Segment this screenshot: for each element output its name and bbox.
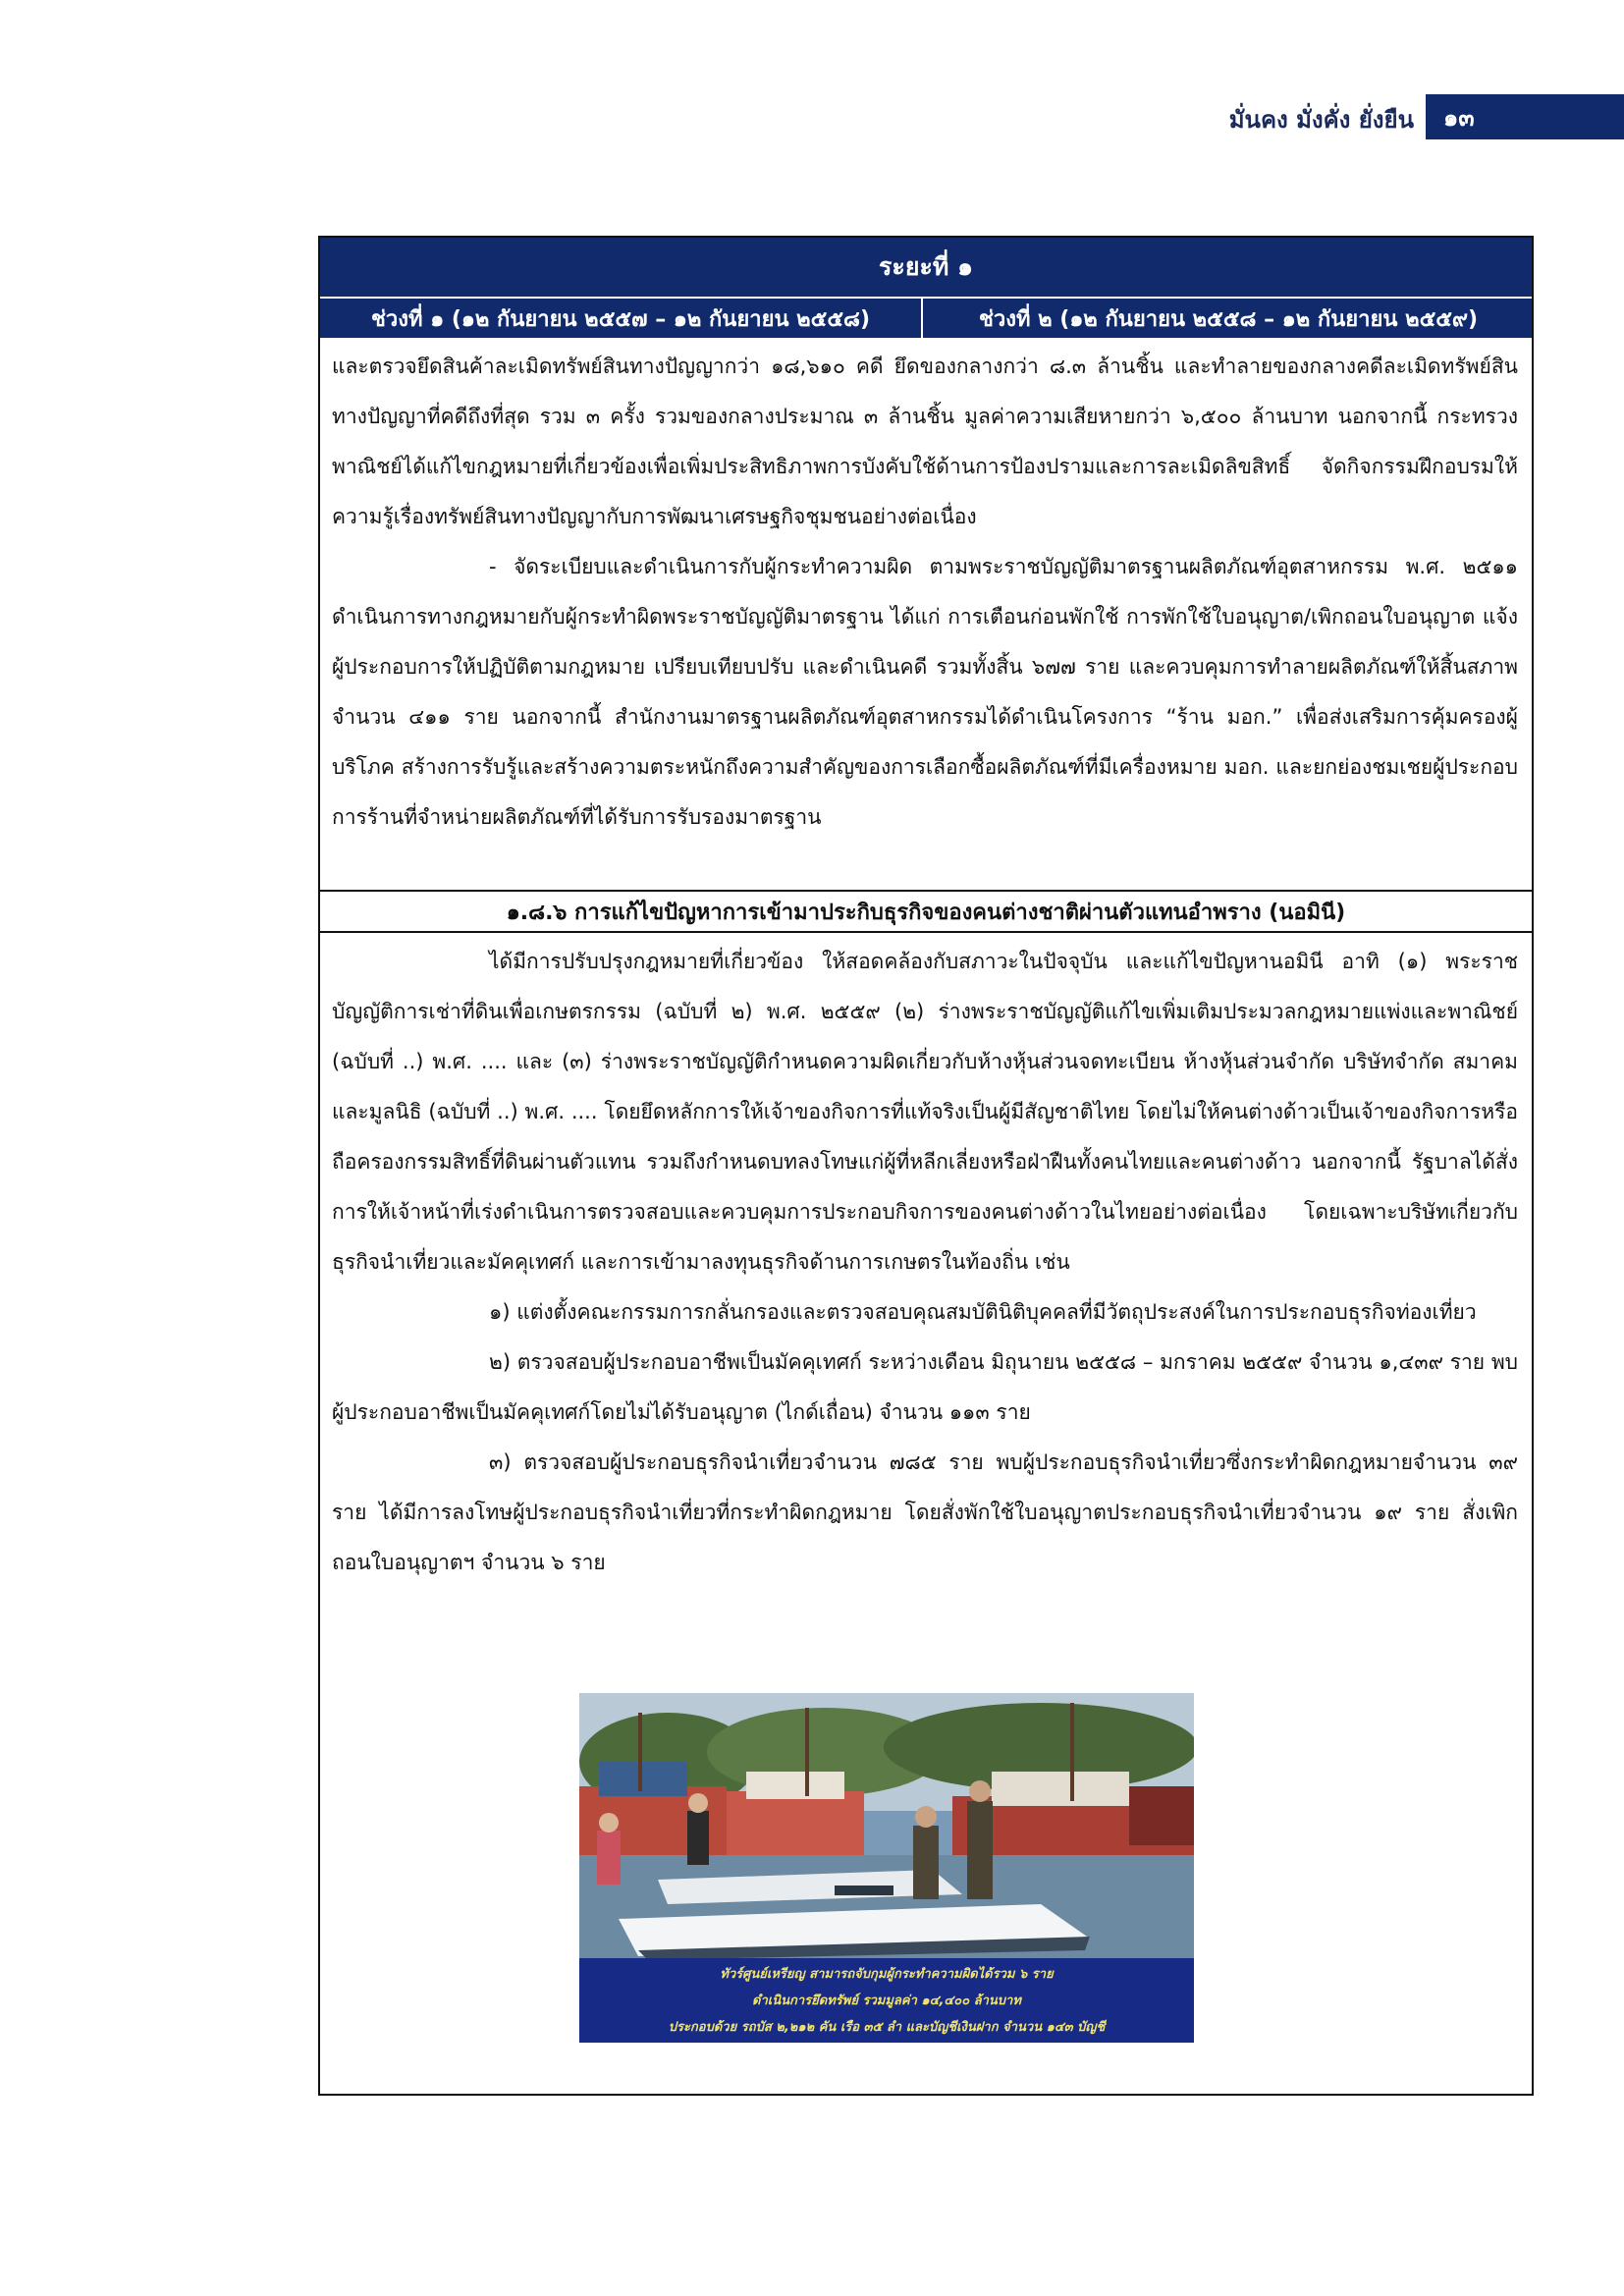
list-item: ๓) ตรวจสอบผู้ประกอบธุรกิจนำเที่ยวจำนวน ๗๘๕ ราย พบผู้ประกอบธุรกิจนำเที่ยวซึ่งกระทำผิดกฎหมายจำนวน ๓๙ ราย ได้มีการลงโทษผู้ประกอบธุรกิจนำเที่ยวที่กระทำผิดกฎหมาย โดยสั่งพักใช้ใบอนุญาตประกอบธุรกิจนำเที่ยวจำนวน ๑๙ ราย สั่งเพิกถอนใบอนุญาตฯ จำนวน ๖ ราย	[332, 1450, 1518, 1574]
caption-line: ดำเนินการยึดทรัพย์ รวมมูลค่า ๑๔,๔๐๐ ล้านบาท	[752, 1994, 1021, 2008]
section-divider	[320, 931, 1532, 933]
header-title: มั่นคง มั่งคั่ง ยั่งยืน	[1228, 106, 1414, 134]
caption-line: ประกอบด้วย รถบัส ๒,๒๑๒ คัน เรือ ๓๕ ลำ และบัญชีเงินฝาก จำนวน ๑๔๓ บัญชี	[668, 2020, 1106, 2035]
period-row	[320, 299, 1532, 338]
section-1-paragraph: และตรวจยึดสินค้าละเมิดทรัพย์สินทางปัญญากว่า ๑๘,๖๑๐ คดี ยึดของกลางกว่า ๘.๓ ล้านชิ้น และทำลายของกลางคดีละเมิดทรัพย์สินทางปัญญาที่คดีถึงที่สุด รวม ๓ ครั้ง รวมของกลางประมาณ ๓ ล้านชิ้น มูลค่าความเสียหายกว่า ๖,๕๐๐ ล้านบาท นอกจากนี้ กระทรวงพาณิชย์ได้แก้ไขกฎหมายที่เกี่ยวข้องเพื่อเพิ่มประสิทธิภาพการบังคับใช้ด้านการป้องปรามและการละเมิดลิขสิทธิ์ จัดกิจกรรมฝึกอบรมให้ความรู้เรื่องทรัพย์สินทางปัญญากับการพัฒนาเศรษฐกิจชุมชนอย่างต่อเนื่อง	[332, 355, 1518, 528]
list-item: ๒) ตรวจสอบผู้ประกอบอาชีพเป็นมัคคุเทศก์ ระหว่างเดือน มิถุนายน ๒๕๕๘ – มกราคม ๒๕๕๙ จำนวน ๑,๔๓๙ ราย พบผู้ประกอบอาชีพเป็นมัคคุเทศก์โดยไม่ได้รับอนุญาต (ไกด์เถื่อน) จำนวน ๑๑๓ ราย	[332, 1350, 1518, 1424]
section-2-paragraph: ได้มีการปรับปรุงกฎหมายที่เกี่ยวข้อง ให้สอดคล้องกับสภาวะในปัจจุบัน และแก้ไขปัญหานอมินี อาทิ (๑) พระราชบัญญัติการเช่าที่ดินเพื่อเกษตรกรรม (ฉบับที่ ๒) พ.ศ. ๒๕๕๙ (๒) ร่างพระราชบัญญัติแก้ไขเพิ่มเติมประมวลกฎหมายแพ่งและพาณิชย์ (ฉบับที่ ..) พ.ศ. .... และ (๓) ร่างพระราชบัญญัติกำหนดความผิดเกี่ยวกับห้างหุ้นส่วนจดทะเบียน ห้างหุ้นส่วนจำกัด บริษัทจำกัด สมาคม และมูลนิธิ (ฉบับที่ ..) พ.ศ. .... โดยยึดหลักการให้เจ้าของกิจการที่แท้จริงเป็นผู้มีสัญชาติไทย โดยไม่ให้คนต่างด้าวเป็นเจ้าของกิจการหรือถือครองกรรมสิทธิ์ที่ดินผ่านตัวแทน รวมถึงกำหนดบทลงโทษแก่ผู้ที่หลีกเลี่ยงหรือฝ่าฝืนทั้งคนไทยและคนต่างด้าว นอกจากนี้ รัฐบาลได้สั่งการให้เจ้าหน้าที่เร่งดำเนินการตรวจสอบและควบคุมการประกอบกิจการของคนต่างด้าวในไทยอย่างต่อเนื่อง โดยเฉพาะบริษัทเกี่ยวกับธุรกิจนำเที่ยวและมัคคุเทศก์ และการเข้ามาลงทุนธุรกิจด้านการเกษตรในท้องถิ่น เช่น	[332, 950, 1518, 1274]
page-number-badge: ๑๓	[1426, 94, 1624, 139]
section-2-heading: ๑.๘.๖ การแก้ไขปัญหาการเข้ามาประกิบธุรกิจของคนต่างชาติผ่านตัวแทนอำพราง (นอมินี)	[506, 900, 1346, 925]
photo-caption	[579, 1958, 1194, 2043]
period-1-header: ช่วงที่ ๑ (๑๒ กันยายน ๒๕๕๗ – ๑๒ กันยายน ๒๕๕๘)	[371, 306, 870, 332]
list-item: ๑) แต่งตั้งคณะกรรมการกลั่นกรองและตรวจสอบคุณสมบัตินิติบุคคลที่มีวัตถุประสงค์ในการประกอบธุรกิจท่องเที่ยว	[489, 1300, 1477, 1324]
phase-title: ระยะที่ ๑	[320, 238, 1532, 297]
caption-line: ทัวร์ศูนย์เหรียญ สามารถจับกุมผู้กระทำความผิดได้รวม ๖ ราย	[720, 1967, 1054, 1982]
period-2-header: ช่วงที่ ๒ (๑๒ กันยายน ๒๕๕๘ – ๑๒ กันยายน ๒๕๕๙)	[978, 306, 1479, 332]
section-1-body	[332, 342, 1518, 843]
boat-inspection-photo	[579, 1693, 1194, 2043]
section-1-paragraph: - จัดระเบียบและดำเนินการกับผู้กระทำความผิด ตามพระราชบัญญัติมาตรฐานผลิตภัณฑ์อุตสาหกรรม พ.ศ. ๒๕๑๑ ดำเนินการทางกฎหมายกับผู้กระทำผิดพระราชบัญญัติมาตรฐาน ได้แก่ การเตือนก่อนพักใช้ การพักใช้ใบอนุญาต/เพิกถอนใบอนุญาต แจ้งผู้ประกอบการให้ปฏิบัติตามกฎหมาย เปรียบเทียบปรับ และดำเนินคดี รวมทั้งสิ้น ๖๗๗ ราย และควบคุมการทำลายผลิตภัณฑ์ให้สิ้นสภาพ จำนวน ๔๑๑ ราย นอกจากนี้ สำนักงานมาตรฐานผลิตภัณฑ์อุตสาหกรรมได้ดำเนินโครงการ “ร้าน มอก.” เพื่อส่งเสริมการคุ้มครองผู้บริโภค สร้างการรับรู้และสร้างความตระหนักถึงความสำคัญของการเลือกซื้อผลิตภัณฑ์ที่มีเครื่องหมาย มอก. และยกย่องชมเชยผู้ประกอบการร้านที่จำหน่ายผลิตภัณฑ์ที่ได้รับการรับรองมาตรฐาน	[332, 555, 1518, 829]
section-2-body	[332, 937, 1518, 1588]
